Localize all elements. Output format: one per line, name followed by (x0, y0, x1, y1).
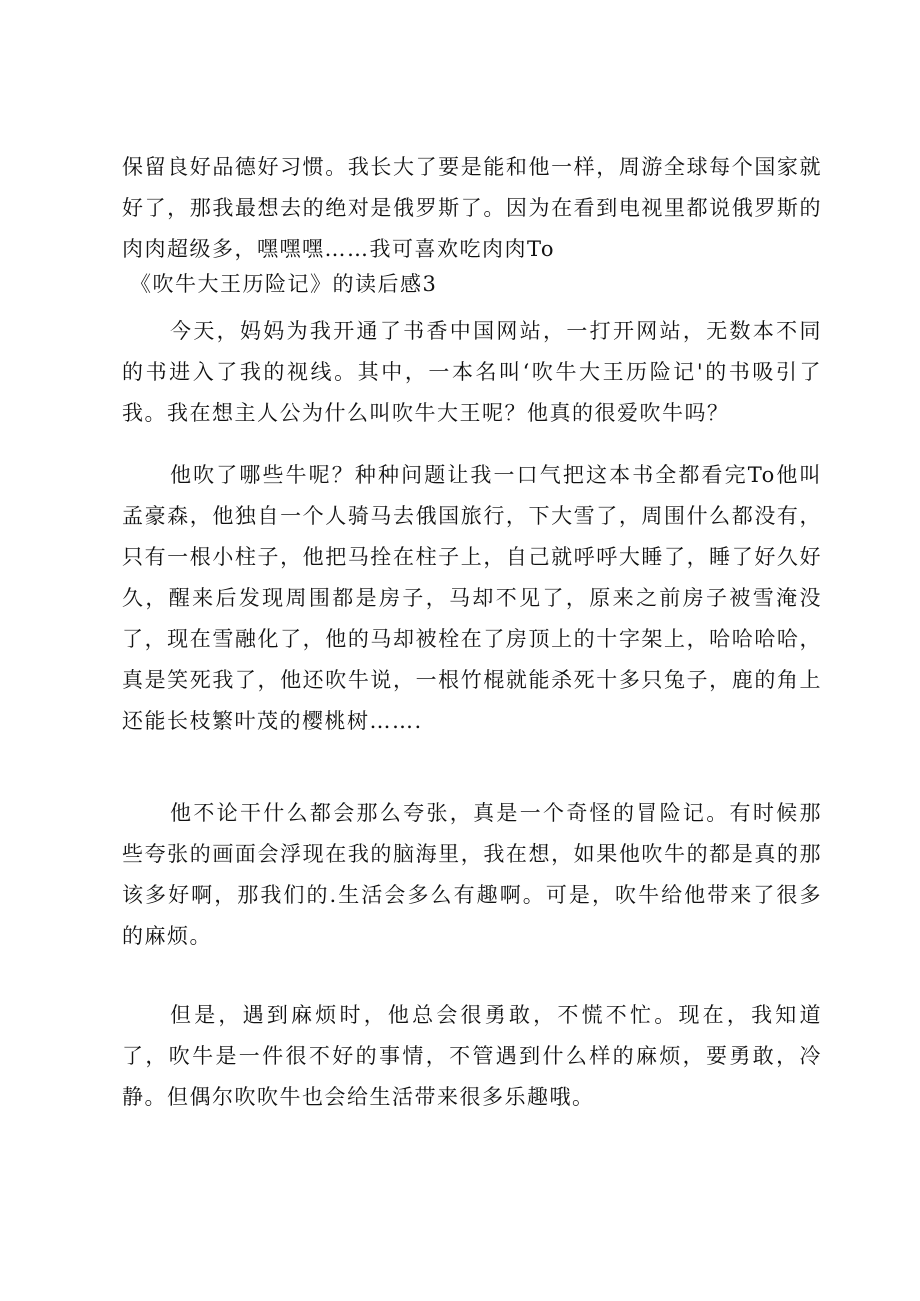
paragraph-1: 今天，妈妈为我开通了书香中国网站，一打开网站，无数本不同的书进入了我的视线。其中，一本名叫‘吹牛大王历险记'的书吸引了我。我在想主人公为什么叫吹牛大王呢？他真的很爱吹牛吗？ (122, 319, 822, 425)
section-title: 《吹牛大王历险记》的读后感3 (130, 272, 438, 296)
paragraph-4: 但是，遇到麻烦时，他总会很勇敢，不慌不忙。现在，我知道了，吹牛是一件很不好的事情，不管遇到什么样的麻烦，要勇敢，冷静。但偶尔吹吹牛也会给生活带来很多乐趣哦。 (122, 1003, 822, 1109)
paragraph-2: 他吹了哪些牛呢？种种问题让我一口气把这本书全都看完To他叫孟豪森，他独自一个人骑马去俄国旅行，下大雪了，周围什么都没有，只有一根小柱子，他把马拴在柱子上，自己就呼呼大睡了，睡了好久好久，醒来后发现周围都是房子，马却不见了，原来之前房子被雪淹没了，现在雪融化了，他的马却被栓在了房顶上的十字架上，哈哈哈哈，真是笑死我了，他还吹牛说，一根竹棍就能杀死十多只兔子，鹿的角上还能长枝繁叶茂的樱桃树……. (122, 463, 822, 733)
intro-paragraph: 保留良好品德好习惯。我长大了要是能和他一样，周游全球每个国家就好了，那我最想去的绝对是俄罗斯了。因为在看到电视里都说俄罗斯的肉肉超级多，嘿嘿嘿……我可喜欢吃肉肉To (122, 155, 822, 261)
paragraph-3: 他不论干什么都会那么夸张，真是一个奇怪的冒险记。有时候那些夸张的画面会浮现在我的脑海里，我在想，如果他吹牛的都是真的那该多好啊，那我们的.生活会多么有趣啊。可是，吹牛给他带来了很多的麻烦。 (122, 801, 822, 948)
